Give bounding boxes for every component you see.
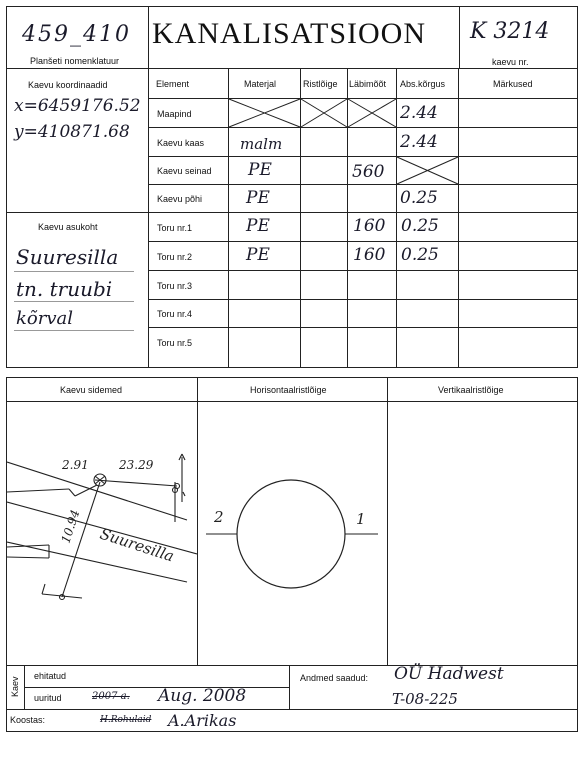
cell-diameter: 160 <box>353 216 386 236</box>
cell-diameter: 560 <box>352 162 385 182</box>
row-element-label: Toru nr.4 <box>157 309 193 319</box>
compiled-label: Koostas: <box>10 715 46 725</box>
col-header-element: Element <box>156 79 190 89</box>
row-element-label: Toru nr.5 <box>157 338 193 348</box>
cell-abs-height: 2.44 <box>400 103 438 123</box>
cell-material: PE <box>248 160 272 180</box>
ties-sketch <box>7 402 197 664</box>
dim-label-2: 23.29 <box>119 458 154 472</box>
col-header-material: Materjal <box>244 79 277 89</box>
horizontal-section-sketch <box>198 402 387 664</box>
col-header-cross-section: Ristlõige <box>303 79 338 89</box>
section-ties-label: Kaevu sidemed <box>60 385 123 395</box>
coordinate-x: x=6459176.52 <box>14 96 141 116</box>
well-side-label: Kaev <box>10 676 20 697</box>
section-horizontal-label: Horisontaalristlõige <box>250 385 327 395</box>
surveyed-old-value: 2007 a. <box>92 691 130 702</box>
cell-material: PE <box>246 245 270 265</box>
dim-label-1: 2.91 <box>62 458 89 472</box>
col-header-notes: Märkused <box>493 79 533 89</box>
location-line-3: kõrval <box>16 308 74 329</box>
compiled-old-value: H.Rohulaid <box>100 715 152 725</box>
data-received-value-2: T-08-225 <box>392 690 458 708</box>
data-received-label: Andmed saadud: <box>300 673 369 683</box>
well-number-label: kaevu nr. <box>492 57 529 67</box>
row-element-label: Toru nr.3 <box>157 281 193 291</box>
coordinate-y: y=410871.68 <box>14 122 130 142</box>
cell-abs-height: 2.44 <box>400 132 438 152</box>
row-element-label: Kaevu kaas <box>157 138 205 148</box>
location-line-1: Suuresilla <box>16 245 119 269</box>
location-label: Kaevu asukoht <box>38 222 98 232</box>
section-vertical-label: Vertikaalristlõige <box>438 385 504 395</box>
cell-material: malm <box>240 135 283 153</box>
cell-material: PE <box>246 188 270 208</box>
plan-nomenclature-label: Planšeti nomenklatuur <box>30 56 120 66</box>
pipe-2-label: 2 <box>214 508 224 526</box>
cell-abs-height: 0.25 <box>401 216 439 236</box>
row-element-label: Kaevu seinad <box>157 166 212 176</box>
dim-label-3: 10.94 <box>58 507 83 545</box>
col-header-diameter: Läbimõõt <box>349 79 387 89</box>
row-element-label: Toru nr.2 <box>157 252 193 262</box>
surveyed-new-value: Aug. 2008 <box>158 686 247 706</box>
page-title: KANALISATSIOON <box>152 17 426 50</box>
cell-diameter: 160 <box>353 245 386 265</box>
location-line-2: tn. truubi <box>16 277 113 301</box>
row-element-label: Toru nr.1 <box>157 223 193 233</box>
compiled-new-value: A.Arikas <box>168 711 237 730</box>
surveyed-label: uuritud <box>34 693 62 703</box>
row-element-label: Kaevu põhi <box>157 194 203 204</box>
cell-abs-height: 0.25 <box>401 245 439 265</box>
data-received-value-1: OÜ Hadwest <box>394 664 504 684</box>
coordinates-label: Kaevu koordinaadid <box>28 80 108 90</box>
street-name-label: Suuresilla <box>97 524 177 566</box>
well-number-value: K 3214 <box>470 19 550 44</box>
cell-abs-height: 0.25 <box>400 188 438 208</box>
row-element-label: Maapind <box>157 109 192 119</box>
pipe-1-label: 1 <box>356 510 366 528</box>
cell-material: PE <box>246 216 270 236</box>
plan-nomenclature-value: 459_410 <box>22 22 131 47</box>
built-label: ehitatud <box>34 671 67 681</box>
col-header-abs-height: Abs.kõrgus <box>400 79 446 89</box>
